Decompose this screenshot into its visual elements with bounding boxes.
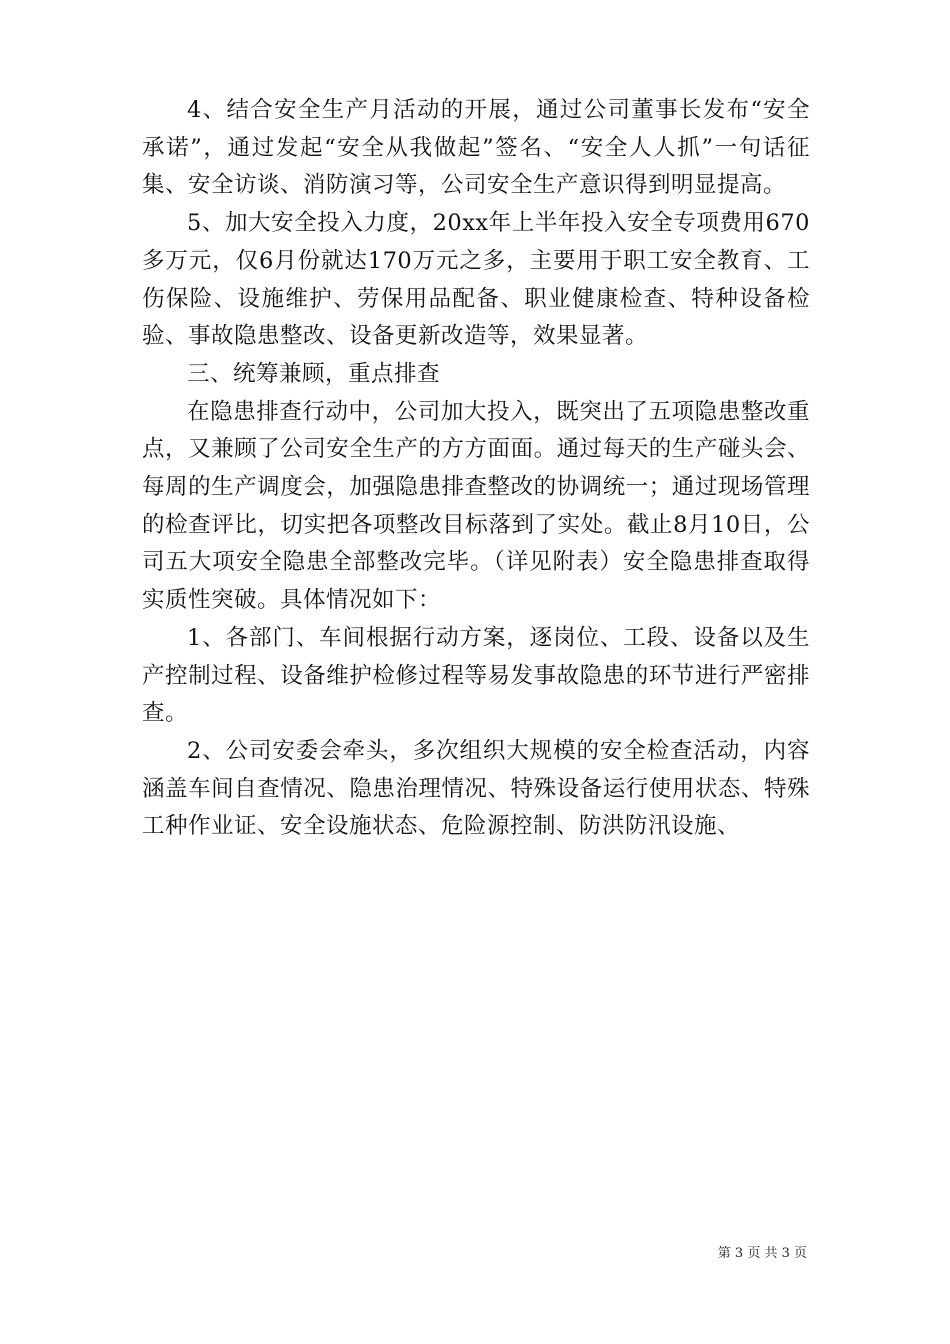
page-number-footer: 第 3 页 共 3 页 — [717, 1246, 807, 1261]
paragraph-item-4: 4、结合安全生产月活动的开展，通过公司董事长发布“安全承诺”，通过发起“安全从我做起”签名、“安全人人抓”一句话征集、安全访谈、消防演习等，公司安全生产意识得到明显提高。 — [142, 97, 810, 199]
paragraph-item-2: 2、公司安委会牵头，多次组织大规模的安全检查活动，内容涵盖车间自查情况、隐患治理情况、特殊设备运行使用状态、特殊工种作业证、安全设施状态、危险源控制、防洪防汛设施、 — [142, 737, 810, 840]
section-heading: 三、统筹兼顾，重点排查 — [187, 360, 441, 387]
paragraph-item-1: 1、各部门、车间根据行动方案，逐岗位、工段、设备以及生产控制过程、设备维护检修过程等易发事故隐患的环节进行严密排查。 — [142, 624, 810, 727]
section-intro-paragraph: 在隐患排查行动中，公司加大投入，既突出了五项隐患整改重点，又兼顾了公司安全生产的方方面面。通过每天的生产碰头会、每周的生产调度会，加强隐患排查整改的协调统一；通过现场管理的检查评比，切实把各项整改目标落到了实处。截止8月10日，公司五大项安全隐患全部整改完毕。（详见附表）安全隐患排查取得实质性突破。具体情况如下： — [142, 398, 810, 614]
document-body — [142, 92, 810, 846]
paragraph-item-5: 5、加大安全投入力度，20xx年上半年投入安全专项费用670多万元，仅6月份就达170万元之多，主要用于职工安全教育、工伤保险、设施维护、劳保用品配备、职业健康检查、特种设备检验、事故隐患整改、设备更新改造等，效果显著。 — [142, 210, 810, 350]
